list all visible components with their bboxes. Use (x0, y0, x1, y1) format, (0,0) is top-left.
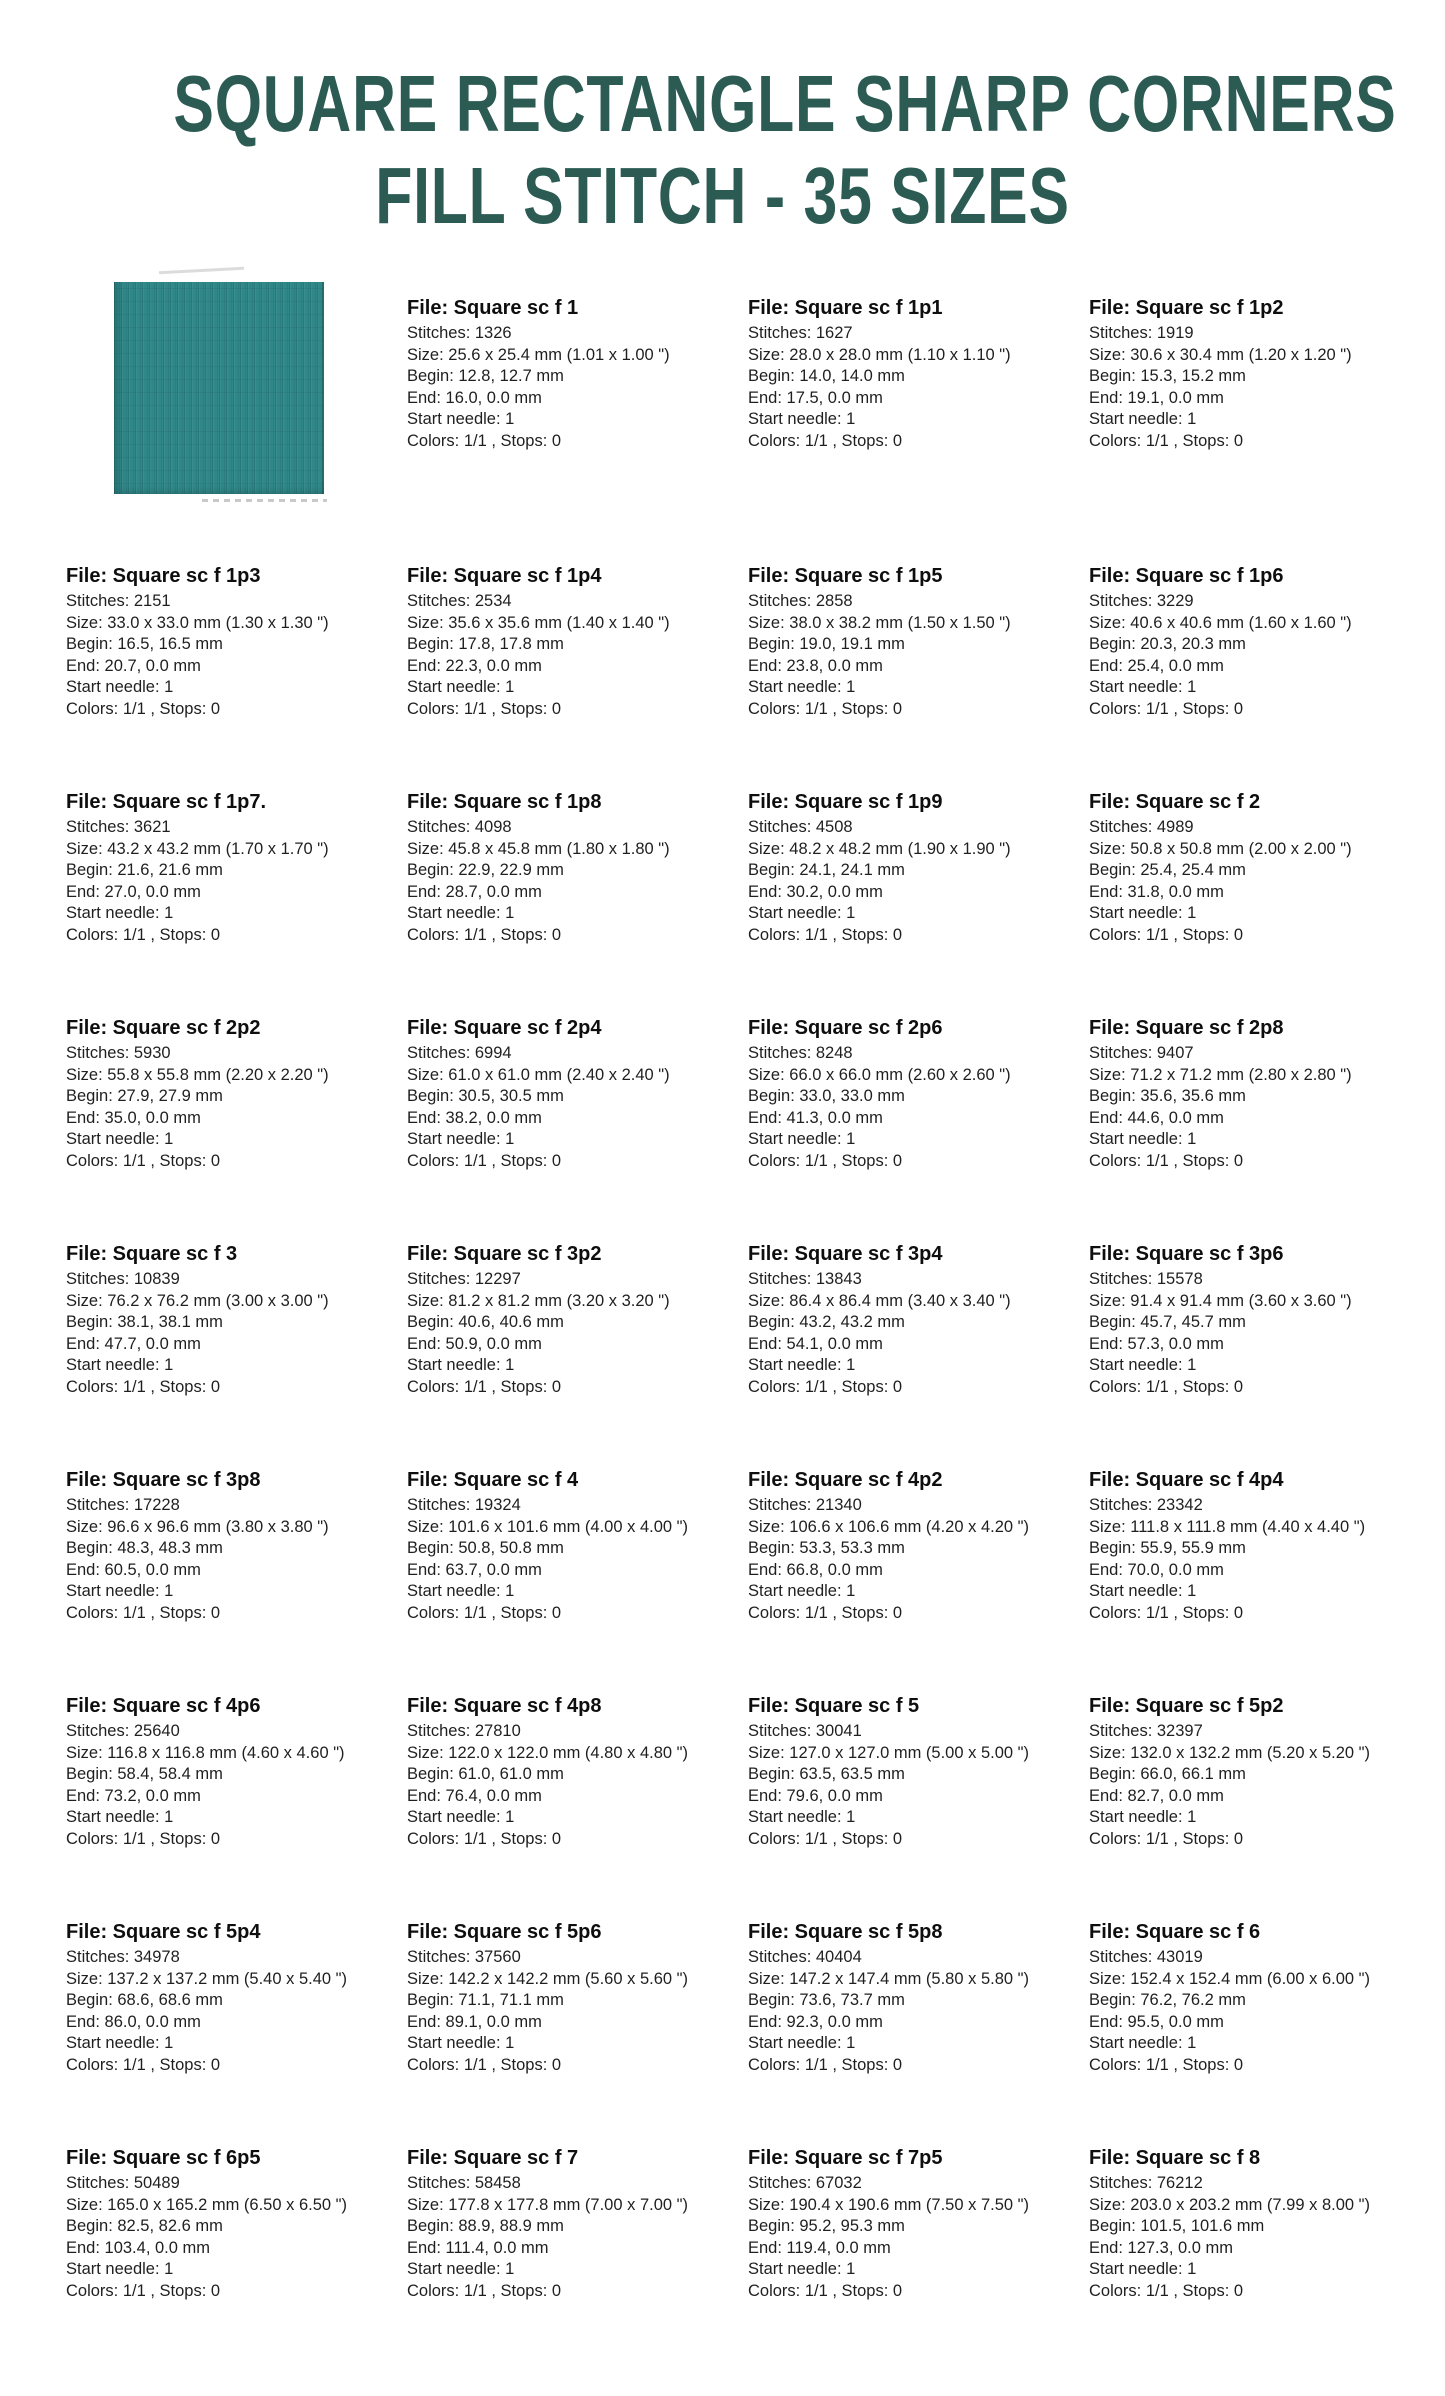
file-entry-title: File: Square sc f 6 (1089, 1921, 1261, 1943)
file-entry-colors: Colors: 1/1 , Stops: 0 (66, 1829, 221, 1848)
file-entry-start-needle: Start needle: 1 (1089, 678, 1197, 696)
file-entry-begin: Begin: 25.4, 25.4 mm (1089, 861, 1246, 879)
file-entry (66, 776, 407, 946)
file-entry-stitches: Stitches: 34978 (66, 1948, 180, 1966)
file-entry-end: End: 28.7, 0.0 mm (407, 882, 542, 901)
file-entry-stitches: Stitches: 13843 (748, 1270, 862, 1288)
file-entry-stitches: Stitches: 4989 (1089, 818, 1194, 836)
file-entry-start-needle: Start needle: 1 (66, 1356, 174, 1374)
file-entry-start-needle: Start needle: 1 (748, 2034, 856, 2052)
file-entry-end: End: 27.0, 0.0 mm (66, 882, 201, 901)
file-entry (1089, 1228, 1430, 1398)
file-entry-size: Size: 76.2 x 76.2 mm (3.00 x 3.00 ") (66, 1291, 329, 1310)
file-entry-begin: Begin: 68.6, 68.6 mm (66, 1991, 223, 2009)
file-entry (407, 1002, 748, 1172)
file-entry-start-needle: Start needle: 1 (1089, 2034, 1197, 2052)
file-entry-start-needle: Start needle: 1 (407, 410, 515, 428)
file-entry-title: File: Square sc f 1p4 (407, 565, 602, 587)
file-entry-size: Size: 81.2 x 81.2 mm (3.20 x 3.20 ") (407, 1291, 670, 1310)
file-entry-colors: Colors: 1/1 , Stops: 0 (407, 1829, 562, 1848)
file-entry (407, 2132, 748, 2302)
file-entry (748, 1680, 1089, 1850)
file-entry-begin: Begin: 48.3, 48.3 mm (66, 1539, 223, 1557)
file-entry-title: File: Square sc f 1p9 (748, 791, 943, 813)
file-entry-title: File: Square sc f 2p2 (66, 1017, 261, 1039)
file-entry-end: End: 25.4, 0.0 mm (1089, 656, 1224, 675)
file-entry-stitches: Stitches: 3229 (1089, 592, 1194, 610)
file-entry-end: End: 70.0, 0.0 mm (1089, 1560, 1224, 1579)
file-entry-stitches: Stitches: 19324 (407, 1496, 521, 1514)
file-entry-colors: Colors: 1/1 , Stops: 0 (1089, 925, 1244, 944)
file-entry (1089, 282, 1430, 452)
file-entry-title: File: Square sc f 1p1 (748, 297, 943, 319)
file-entry-size: Size: 91.4 x 91.4 mm (3.60 x 3.60 ") (1089, 1291, 1352, 1310)
file-entry-colors: Colors: 1/1 , Stops: 0 (407, 1377, 562, 1396)
file-entry-start-needle: Start needle: 1 (407, 1582, 515, 1600)
file-entry-colors: Colors: 1/1 , Stops: 0 (748, 2281, 903, 2300)
file-entry-end: End: 16.0, 0.0 mm (407, 388, 542, 407)
file-entry-end: End: 63.7, 0.0 mm (407, 1560, 542, 1579)
file-entry-stitches: Stitches: 25640 (66, 1722, 180, 1740)
file-entry-stitches: Stitches: 27810 (407, 1722, 521, 1740)
file-entry-end: End: 60.5, 0.0 mm (66, 1560, 201, 1579)
file-entry-start-needle: Start needle: 1 (748, 1582, 856, 1600)
file-entry-begin: Begin: 101.5, 101.6 mm (1089, 2217, 1265, 2235)
file-entry (66, 550, 407, 720)
file-entry-start-needle: Start needle: 1 (1089, 1130, 1197, 1148)
file-entry-size: Size: 137.2 x 137.2 mm (5.40 x 5.40 ") (66, 1969, 347, 1988)
file-entry-title: File: Square sc f 4p2 (748, 1469, 943, 1491)
file-entry (1089, 776, 1430, 946)
file-entry-begin: Begin: 35.6, 35.6 mm (1089, 1087, 1246, 1105)
file-entry-start-needle: Start needle: 1 (66, 678, 174, 696)
file-entry-title: File: Square sc f 4p4 (1089, 1469, 1284, 1491)
file-entry-size: Size: 30.6 x 30.4 mm (1.20 x 1.20 ") (1089, 345, 1352, 364)
file-entry-end: End: 66.8, 0.0 mm (748, 1560, 883, 1579)
file-entry-colors: Colors: 1/1 , Stops: 0 (407, 431, 562, 450)
file-entry-size: Size: 71.2 x 71.2 mm (2.80 x 2.80 ") (1089, 1065, 1352, 1084)
file-entry-begin: Begin: 50.8, 50.8 mm (407, 1539, 564, 1557)
file-entry-stitches: Stitches: 5930 (66, 1044, 171, 1062)
page-header (0, 0, 1445, 242)
file-entry-stitches: Stitches: 4098 (407, 818, 512, 836)
page-title-line-2: FILL STITCH - 35 SIZES (375, 151, 1070, 240)
swatch-cell (66, 282, 407, 494)
file-entry (66, 1906, 407, 2076)
file-entry-start-needle: Start needle: 1 (748, 904, 856, 922)
file-entry-size: Size: 147.2 x 147.4 mm (5.80 x 5.80 ") (748, 1969, 1029, 1988)
file-entry-stitches: Stitches: 9407 (1089, 1044, 1194, 1062)
file-entry-size: Size: 127.0 x 127.0 mm (5.00 x 5.00 ") (748, 1743, 1029, 1762)
file-entry-start-needle: Start needle: 1 (407, 2034, 515, 2052)
file-entry-size: Size: 106.6 x 106.6 mm (4.20 x 4.20 ") (748, 1517, 1029, 1536)
file-entry-size: Size: 55.8 x 55.8 mm (2.20 x 2.20 ") (66, 1065, 329, 1084)
file-entry-stitches: Stitches: 17228 (66, 1496, 180, 1514)
file-entry-begin: Begin: 45.7, 45.7 mm (1089, 1313, 1246, 1331)
file-entry-begin: Begin: 73.6, 73.7 mm (748, 1991, 905, 2009)
file-entry-colors: Colors: 1/1 , Stops: 0 (1089, 2281, 1244, 2300)
file-entry (407, 550, 748, 720)
file-entry-title: File: Square sc f 2p6 (748, 1017, 943, 1039)
file-entry-begin: Begin: 33.0, 33.0 mm (748, 1087, 905, 1105)
file-entry (66, 2132, 407, 2302)
file-entry-end: End: 111.4, 0.0 mm (407, 2238, 549, 2257)
file-entry-begin: Begin: 22.9, 22.9 mm (407, 861, 564, 879)
file-entry-end: End: 54.1, 0.0 mm (748, 1334, 883, 1353)
file-entry (1089, 1454, 1430, 1624)
file-entry (66, 1228, 407, 1398)
file-entry-title: File: Square sc f 1p5 (748, 565, 943, 587)
file-entry-begin: Begin: 21.6, 21.6 mm (66, 861, 223, 879)
file-entry-start-needle: Start needle: 1 (407, 1356, 515, 1374)
file-entry-colors: Colors: 1/1 , Stops: 0 (407, 2281, 562, 2300)
file-entry-colors: Colors: 1/1 , Stops: 0 (1089, 431, 1244, 450)
file-entry-stitches: Stitches: 2151 (66, 592, 171, 610)
file-entry-stitches: Stitches: 6994 (407, 1044, 512, 1062)
file-entry-end: End: 89.1, 0.0 mm (407, 2012, 542, 2031)
file-entry (748, 1228, 1089, 1398)
file-entry-colors: Colors: 1/1 , Stops: 0 (407, 2055, 562, 2074)
file-entry-begin: Begin: 12.8, 12.7 mm (407, 367, 564, 385)
file-entry-stitches: Stitches: 40404 (748, 1948, 862, 1966)
file-entry-end: End: 41.3, 0.0 mm (748, 1108, 883, 1127)
file-entry-end: End: 57.3, 0.0 mm (1089, 1334, 1224, 1353)
file-entry-colors: Colors: 1/1 , Stops: 0 (407, 1151, 562, 1170)
file-entry-colors: Colors: 1/1 , Stops: 0 (748, 925, 903, 944)
file-entry-size: Size: 40.6 x 40.6 mm (1.60 x 1.60 ") (1089, 613, 1352, 632)
file-entry-begin: Begin: 40.6, 40.6 mm (407, 1313, 564, 1331)
file-entry-stitches: Stitches: 58458 (407, 2174, 521, 2192)
file-entry (407, 776, 748, 946)
file-entry-end: End: 47.7, 0.0 mm (66, 1334, 201, 1353)
file-entry-stitches: Stitches: 50489 (66, 2174, 180, 2192)
file-entry-colors: Colors: 1/1 , Stops: 0 (748, 1151, 903, 1170)
file-entry-stitches: Stitches: 12297 (407, 1270, 521, 1288)
file-entry-title: File: Square sc f 5p4 (66, 1921, 261, 1943)
file-entry-colors: Colors: 1/1 , Stops: 0 (748, 1829, 903, 1848)
file-entry-start-needle: Start needle: 1 (66, 1582, 174, 1600)
file-entry-size: Size: 152.4 x 152.4 mm (6.00 x 6.00 ") (1089, 1969, 1370, 1988)
file-entry-start-needle: Start needle: 1 (748, 410, 856, 428)
file-entry-begin: Begin: 20.3, 20.3 mm (1089, 635, 1246, 653)
file-entry-start-needle: Start needle: 1 (748, 678, 856, 696)
entries-grid (66, 282, 1445, 2302)
file-entry-colors: Colors: 1/1 , Stops: 0 (748, 2055, 903, 2074)
file-entry-title: File: Square sc f 1p6 (1089, 565, 1284, 587)
file-entry-size: Size: 28.0 x 28.0 mm (1.10 x 1.10 ") (748, 345, 1011, 364)
file-entry (1089, 1002, 1430, 1172)
file-entry-size: Size: 61.0 x 61.0 mm (2.40 x 2.40 ") (407, 1065, 670, 1084)
file-entry-size: Size: 116.8 x 116.8 mm (4.60 x 4.60 ") (66, 1743, 345, 1762)
file-entry-title: File: Square sc f 1p7. (66, 791, 267, 813)
file-entry-end: End: 50.9, 0.0 mm (407, 1334, 542, 1353)
file-entry-stitches: Stitches: 2534 (407, 592, 512, 610)
file-entry-begin: Begin: 82.5, 82.6 mm (66, 2217, 223, 2235)
file-entry-title: File: Square sc f 2p8 (1089, 1017, 1284, 1039)
file-entry-title: File: Square sc f 2p4 (407, 1017, 602, 1039)
file-entry-start-needle: Start needle: 1 (748, 1130, 856, 1148)
file-entry-end: End: 86.0, 0.0 mm (66, 2012, 201, 2031)
file-entry-colors: Colors: 1/1 , Stops: 0 (748, 1603, 903, 1622)
file-entry-title: File: Square sc f 7p5 (748, 2147, 943, 2169)
file-entry-stitches: Stitches: 67032 (748, 2174, 862, 2192)
file-entry-start-needle: Start needle: 1 (407, 904, 515, 922)
file-entry-end: End: 103.4, 0.0 mm (66, 2238, 210, 2257)
file-entry-begin: Begin: 16.5, 16.5 mm (66, 635, 223, 653)
file-entry-stitches: Stitches: 43019 (1089, 1948, 1203, 1966)
file-entry-begin: Begin: 38.1, 38.1 mm (66, 1313, 223, 1331)
file-entry (748, 282, 1089, 452)
file-entry-colors: Colors: 1/1 , Stops: 0 (407, 1603, 562, 1622)
file-entry-begin: Begin: 17.8, 17.8 mm (407, 635, 564, 653)
file-entry-title: File: Square sc f 6p5 (66, 2147, 261, 2169)
file-entry-size: Size: 66.0 x 66.0 mm (2.60 x 2.60 ") (748, 1065, 1011, 1084)
file-entry-start-needle: Start needle: 1 (66, 1808, 174, 1826)
file-entry-colors: Colors: 1/1 , Stops: 0 (66, 2281, 221, 2300)
file-entry-begin: Begin: 43.2, 43.2 mm (748, 1313, 905, 1331)
file-entry-begin: Begin: 55.9, 55.9 mm (1089, 1539, 1246, 1557)
file-entry-begin: Begin: 27.9, 27.9 mm (66, 1087, 223, 1105)
file-entry-colors: Colors: 1/1 , Stops: 0 (748, 699, 903, 718)
file-entry-begin: Begin: 63.5, 63.5 mm (748, 1765, 905, 1783)
file-entry (1089, 550, 1430, 720)
file-entry-title: File: Square sc f 2 (1089, 791, 1261, 813)
file-entry-colors: Colors: 1/1 , Stops: 0 (66, 925, 221, 944)
file-entry-begin: Begin: 88.9, 88.9 mm (407, 2217, 564, 2235)
file-entry-start-needle: Start needle: 1 (1089, 2260, 1197, 2278)
file-entry (407, 1454, 748, 1624)
file-entry-size: Size: 35.6 x 35.6 mm (1.40 x 1.40 ") (407, 613, 670, 632)
file-entry (1089, 1906, 1430, 2076)
file-entry-end: End: 22.3, 0.0 mm (407, 656, 542, 675)
file-entry-stitches: Stitches: 1627 (748, 324, 853, 342)
file-entry-stitches: Stitches: 10839 (66, 1270, 180, 1288)
file-entry-size: Size: 190.4 x 190.6 mm (7.50 x 7.50 ") (748, 2195, 1029, 2214)
file-entry-start-needle: Start needle: 1 (66, 2034, 174, 2052)
file-entry-start-needle: Start needle: 1 (407, 1808, 515, 1826)
file-entry-stitches: Stitches: 23342 (1089, 1496, 1203, 1514)
file-entry-colors: Colors: 1/1 , Stops: 0 (407, 925, 562, 944)
file-entry-begin: Begin: 24.1, 24.1 mm (748, 861, 905, 879)
file-entry-start-needle: Start needle: 1 (1089, 904, 1197, 922)
file-entry-colors: Colors: 1/1 , Stops: 0 (1089, 2055, 1244, 2074)
file-entry (407, 1228, 748, 1398)
file-entry (407, 282, 748, 452)
file-entry-size: Size: 177.8 x 177.8 mm (7.00 x 7.00 ") (407, 2195, 688, 2214)
file-entry-title: File: Square sc f 1p3 (66, 565, 261, 587)
file-entry-colors: Colors: 1/1 , Stops: 0 (1089, 1829, 1244, 1848)
file-entry-size: Size: 86.4 x 86.4 mm (3.40 x 3.40 ") (748, 1291, 1011, 1310)
file-entry-stitches: Stitches: 32397 (1089, 1722, 1203, 1740)
file-entry (407, 1906, 748, 2076)
page-title-line-1: SQUARE RECTANGLE SHARP CORNERS (173, 59, 1397, 148)
file-entry-title: File: Square sc f 5p8 (748, 1921, 943, 1943)
file-entry-stitches: Stitches: 8248 (748, 1044, 853, 1062)
file-entry-size: Size: 48.2 x 48.2 mm (1.90 x 1.90 ") (748, 839, 1011, 858)
file-entry (66, 1680, 407, 1850)
file-entry-stitches: Stitches: 4508 (748, 818, 853, 836)
file-entry-start-needle: Start needle: 1 (66, 904, 174, 922)
file-entry-begin: Begin: 66.0, 66.1 mm (1089, 1765, 1246, 1783)
file-entry-end: End: 20.7, 0.0 mm (66, 656, 201, 675)
file-entry-end: End: 44.6, 0.0 mm (1089, 1108, 1224, 1127)
file-entry-title: File: Square sc f 5p6 (407, 1921, 602, 1943)
file-entry-size: Size: 25.6 x 25.4 mm (1.01 x 1.00 ") (407, 345, 670, 364)
file-entry-colors: Colors: 1/1 , Stops: 0 (407, 699, 562, 718)
file-entry (748, 1454, 1089, 1624)
file-entry-end: End: 127.3, 0.0 mm (1089, 2238, 1233, 2257)
file-entry-title: File: Square sc f 7 (407, 2147, 579, 2169)
file-entry-begin: Begin: 14.0, 14.0 mm (748, 367, 905, 385)
file-entry-start-needle: Start needle: 1 (407, 1130, 515, 1148)
file-entry (66, 1002, 407, 1172)
file-entry-begin: Begin: 61.0, 61.0 mm (407, 1765, 564, 1783)
file-entry-begin: Begin: 53.3, 53.3 mm (748, 1539, 905, 1557)
file-entry-colors: Colors: 1/1 , Stops: 0 (1089, 1377, 1244, 1396)
file-entry-end: End: 35.0, 0.0 mm (66, 1108, 201, 1127)
file-entry (407, 1680, 748, 1850)
file-entry-title: File: Square sc f 4p6 (66, 1695, 261, 1717)
file-entry-start-needle: Start needle: 1 (66, 1130, 174, 1148)
teal-square-stitch-preview-image (114, 282, 324, 494)
file-entry-colors: Colors: 1/1 , Stops: 0 (1089, 1603, 1244, 1622)
file-entry-end: End: 31.8, 0.0 mm (1089, 882, 1224, 901)
file-entry (748, 550, 1089, 720)
file-entry-begin: Begin: 30.5, 30.5 mm (407, 1087, 564, 1105)
file-entry-begin: Begin: 19.0, 19.1 mm (748, 635, 905, 653)
file-entry-title: File: Square sc f 3p8 (66, 1469, 261, 1491)
file-entry-end: End: 119.4, 0.0 mm (748, 2238, 891, 2257)
file-entry-stitches: Stitches: 3621 (66, 818, 171, 836)
file-entry-colors: Colors: 1/1 , Stops: 0 (748, 431, 903, 450)
file-entry-begin: Begin: 15.3, 15.2 mm (1089, 367, 1246, 385)
file-entry-end: End: 17.5, 0.0 mm (748, 388, 883, 407)
file-entry-title: File: Square sc f 1 (407, 297, 579, 319)
file-entry-size: Size: 50.8 x 50.8 mm (2.00 x 2.00 ") (1089, 839, 1352, 858)
file-entry-stitches: Stitches: 1919 (1089, 324, 1194, 342)
file-entry-title: File: Square sc f 5 (748, 1695, 920, 1717)
file-entry-colors: Colors: 1/1 , Stops: 0 (66, 1151, 221, 1170)
file-entry-end: End: 79.6, 0.0 mm (748, 1786, 883, 1805)
file-entry-start-needle: Start needle: 1 (1089, 1582, 1197, 1600)
file-entry-title: File: Square sc f 5p2 (1089, 1695, 1284, 1717)
file-entry-end: End: 82.7, 0.0 mm (1089, 1786, 1224, 1805)
file-entry-title: File: Square sc f 8 (1089, 2147, 1261, 2169)
file-entry-size: Size: 33.0 x 33.0 mm (1.30 x 1.30 ") (66, 613, 329, 632)
file-entry-size: Size: 43.2 x 43.2 mm (1.70 x 1.70 ") (66, 839, 329, 858)
file-entry-title: File: Square sc f 3p2 (407, 1243, 602, 1265)
file-entry-stitches: Stitches: 37560 (407, 1948, 521, 1966)
file-entry-end: End: 95.5, 0.0 mm (1089, 2012, 1224, 2031)
file-entry-size: Size: 96.6 x 96.6 mm (3.80 x 3.80 ") (66, 1517, 329, 1536)
file-entry-start-needle: Start needle: 1 (66, 2260, 174, 2278)
file-entry-start-needle: Start needle: 1 (748, 1808, 856, 1826)
file-entry-size: Size: 132.0 x 132.2 mm (5.20 x 5.20 ") (1089, 1743, 1370, 1762)
file-entry-colors: Colors: 1/1 , Stops: 0 (1089, 699, 1244, 718)
file-entry-title: File: Square sc f 1p8 (407, 791, 602, 813)
file-entry-start-needle: Start needle: 1 (407, 678, 515, 696)
file-entry-end: End: 19.1, 0.0 mm (1089, 388, 1224, 407)
file-entry-stitches: Stitches: 1326 (407, 324, 512, 342)
file-entry-begin: Begin: 71.1, 71.1 mm (407, 1991, 564, 2009)
file-entry-stitches: Stitches: 30041 (748, 1722, 862, 1740)
file-entry-stitches: Stitches: 2858 (748, 592, 853, 610)
file-entry-begin: Begin: 58.4, 58.4 mm (66, 1765, 223, 1783)
file-entry-size: Size: 38.0 x 38.2 mm (1.50 x 1.50 ") (748, 613, 1011, 632)
file-entry-start-needle: Start needle: 1 (1089, 1356, 1197, 1374)
file-entry (748, 1002, 1089, 1172)
file-entry-colors: Colors: 1/1 , Stops: 0 (66, 1377, 221, 1396)
file-entry-size: Size: 101.6 x 101.6 mm (4.00 x 4.00 ") (407, 1517, 688, 1536)
file-entry-title: File: Square sc f 3 (66, 1243, 238, 1265)
file-entry (748, 2132, 1089, 2302)
file-entry-end: End: 92.3, 0.0 mm (748, 2012, 883, 2031)
file-entry-end: End: 30.2, 0.0 mm (748, 882, 883, 901)
file-entry-end: End: 38.2, 0.0 mm (407, 1108, 542, 1127)
file-entry-size: Size: 203.0 x 203.2 mm (7.99 x 8.00 ") (1089, 2195, 1370, 2214)
file-entry-title: File: Square sc f 4 (407, 1469, 579, 1491)
file-entry-size: Size: 45.8 x 45.8 mm (1.80 x 1.80 ") (407, 839, 670, 858)
file-entry-end: End: 76.4, 0.0 mm (407, 1786, 542, 1805)
file-entry (66, 1454, 407, 1624)
file-entry-size: Size: 165.0 x 165.2 mm (6.50 x 6.50 ") (66, 2195, 347, 2214)
file-entry-colors: Colors: 1/1 , Stops: 0 (66, 2055, 221, 2074)
file-entry-size: Size: 111.8 x 111.8 mm (4.40 x 4.40 ") (1089, 1517, 1366, 1536)
file-entry-start-needle: Start needle: 1 (1089, 410, 1197, 428)
file-entry-start-needle: Start needle: 1 (407, 2260, 515, 2278)
file-entry-colors: Colors: 1/1 , Stops: 0 (66, 1603, 221, 1622)
file-entry (1089, 1680, 1430, 1850)
file-entry-start-needle: Start needle: 1 (748, 2260, 856, 2278)
file-entry-stitches: Stitches: 76212 (1089, 2174, 1203, 2192)
file-entry-title: File: Square sc f 4p8 (407, 1695, 602, 1717)
file-entry-colors: Colors: 1/1 , Stops: 0 (748, 1377, 903, 1396)
file-entry-title: File: Square sc f 1p2 (1089, 297, 1284, 319)
file-entry-title: File: Square sc f 3p6 (1089, 1243, 1284, 1265)
file-entry-end: End: 23.8, 0.0 mm (748, 656, 883, 675)
file-entry (1089, 2132, 1430, 2302)
file-entry-start-needle: Start needle: 1 (1089, 1808, 1197, 1826)
file-entry-colors: Colors: 1/1 , Stops: 0 (66, 699, 221, 718)
file-entry-begin: Begin: 76.2, 76.2 mm (1089, 1991, 1246, 2009)
file-entry-start-needle: Start needle: 1 (748, 1356, 856, 1374)
file-entry-size: Size: 142.2 x 142.2 mm (5.60 x 5.60 ") (407, 1969, 688, 1988)
file-entry-stitches: Stitches: 21340 (748, 1496, 862, 1514)
file-entry-size: Size: 122.0 x 122.0 mm (4.80 x 4.80 ") (407, 1743, 688, 1762)
file-entry-colors: Colors: 1/1 , Stops: 0 (1089, 1151, 1244, 1170)
file-entry-title: File: Square sc f 3p4 (748, 1243, 943, 1265)
file-entry-stitches: Stitches: 15578 (1089, 1270, 1203, 1288)
file-entry (748, 1906, 1089, 2076)
file-entry-end: End: 73.2, 0.0 mm (66, 1786, 201, 1805)
file-entry-begin: Begin: 95.2, 95.3 mm (748, 2217, 905, 2235)
file-entry (748, 776, 1089, 946)
